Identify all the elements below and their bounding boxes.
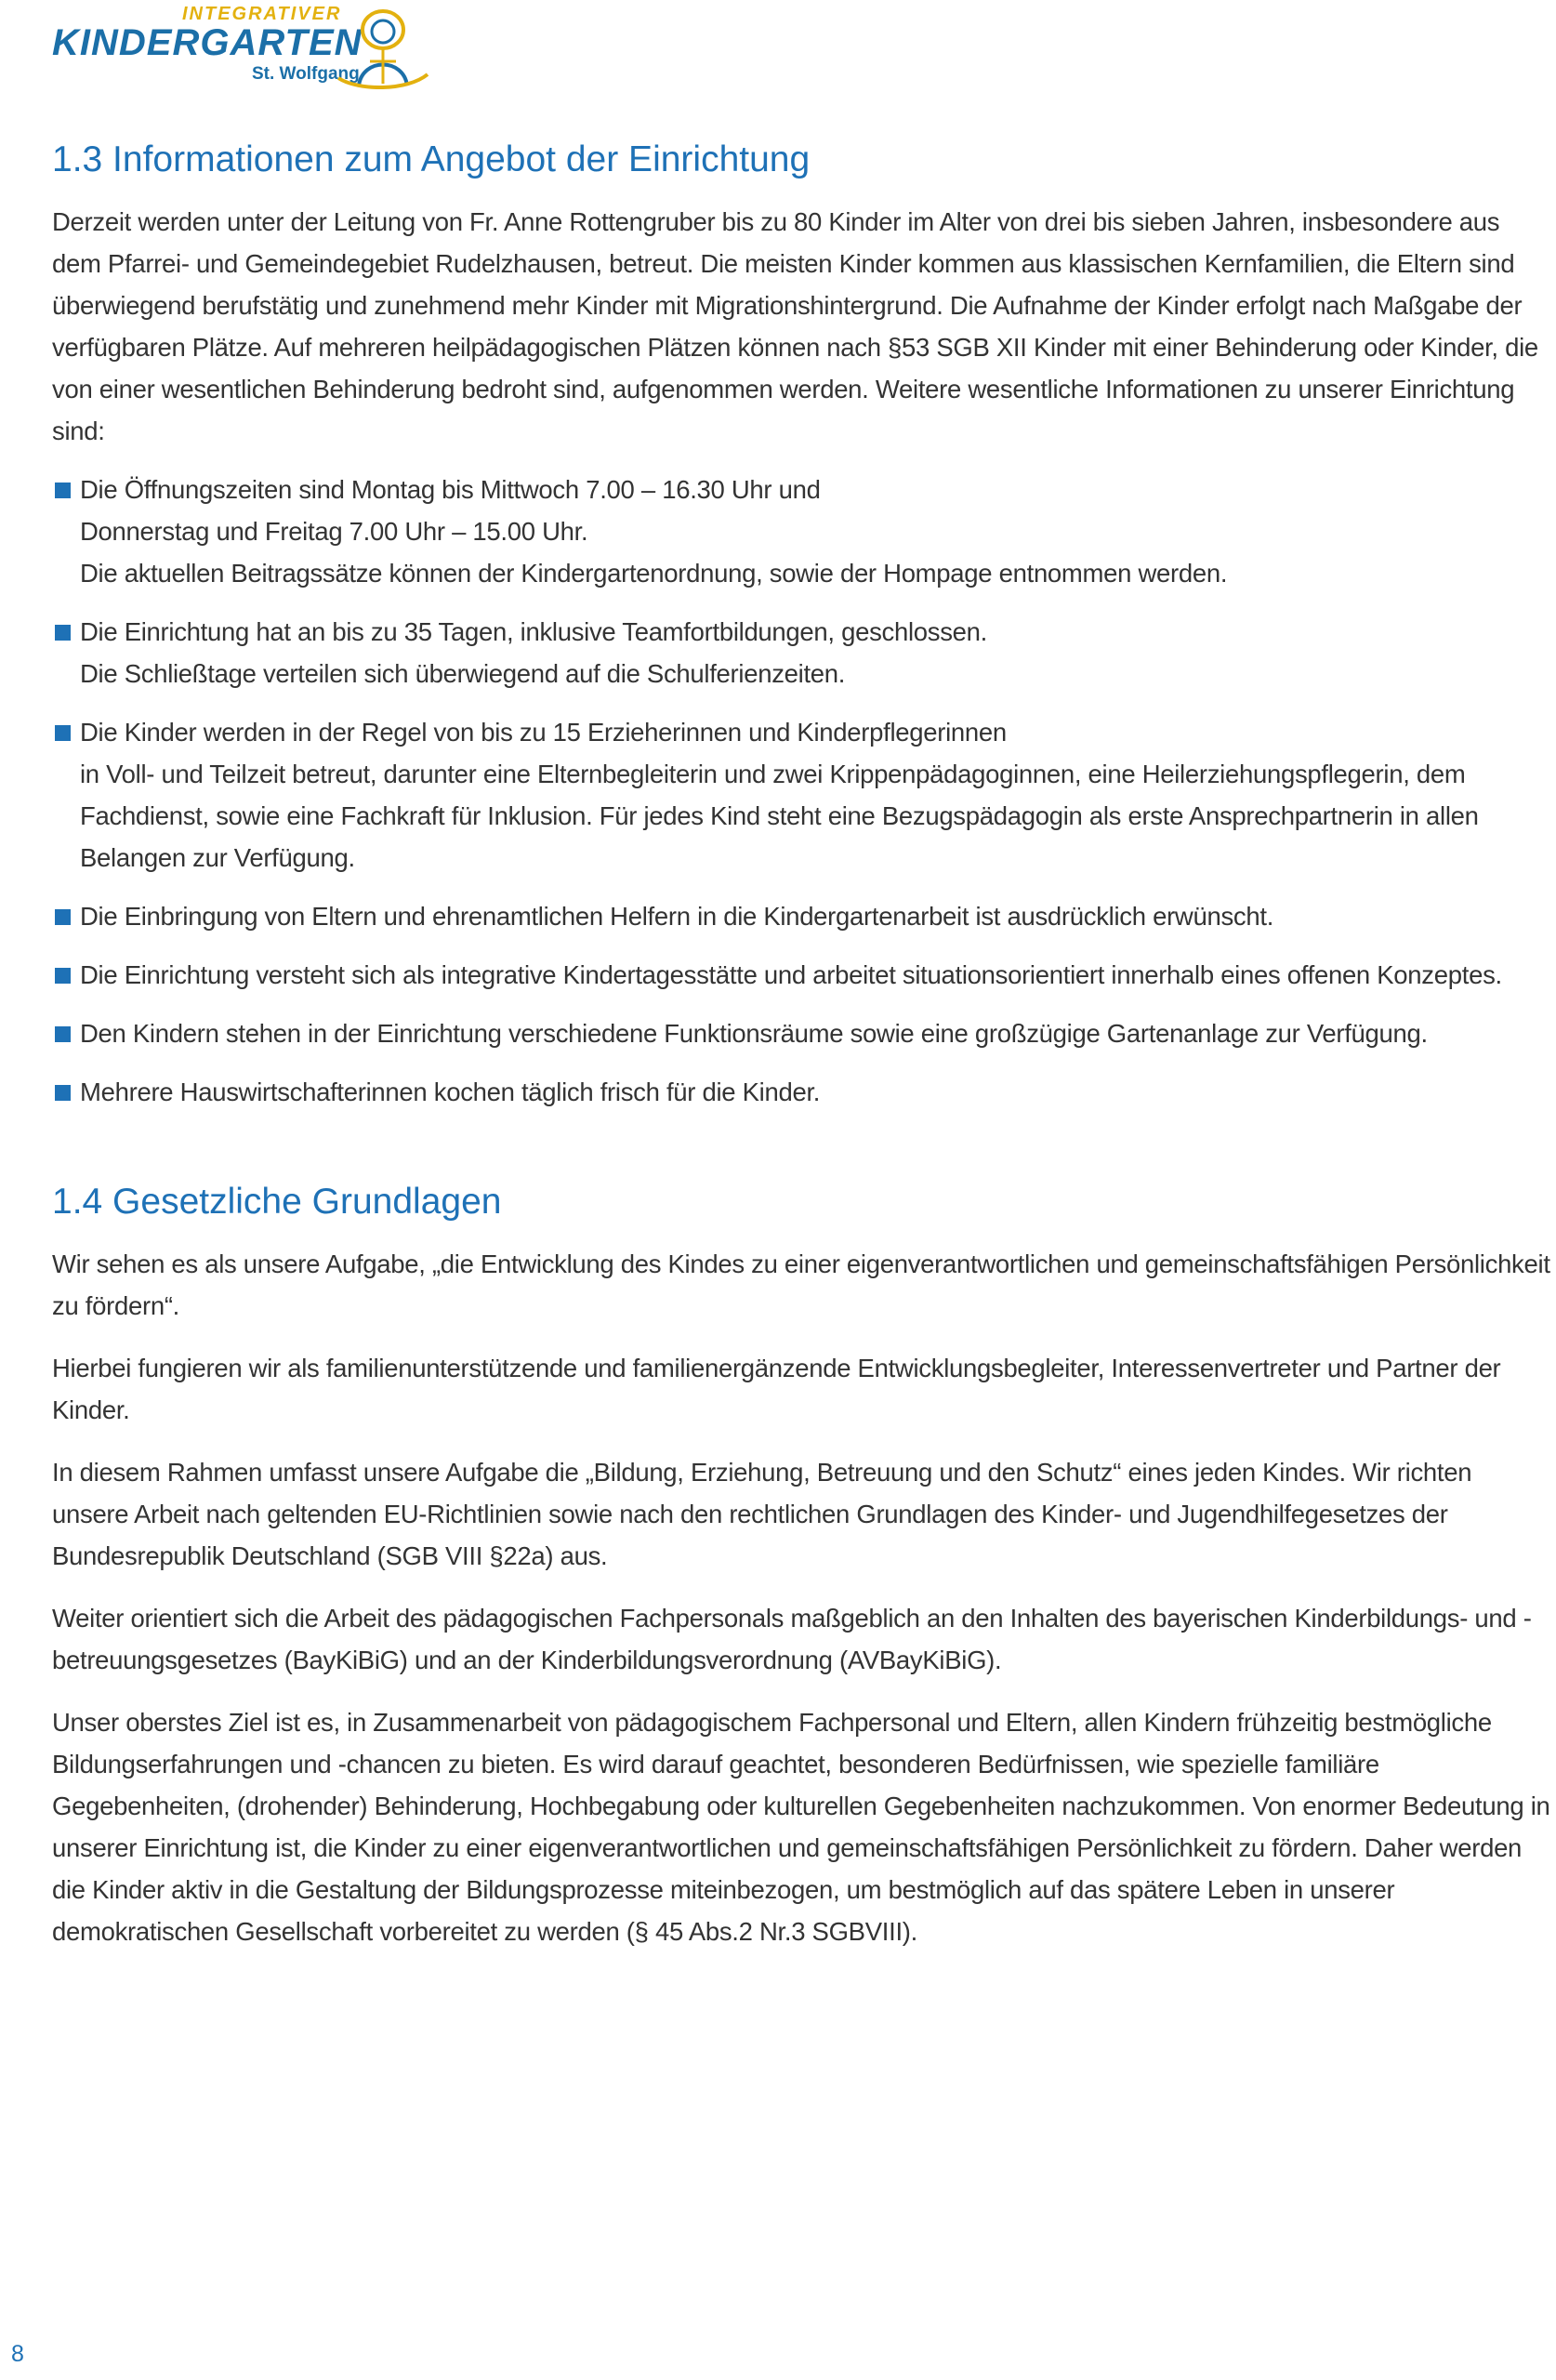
paragraph-rahmen: In diesem Rahmen umfasst unsere Aufgabe die „Bildung, Erziehung, Betreuung und den Schutz“ eines jeden Kindes. Wir richten unsere Arbeit nach geltenden EU-Richtlinien sowie nach den rechtlichen Grundlagen des Kinder- und Jugendhilfegesetzes der Bundesrepublik Deutschland (SGB VIII §22a) aus. xyxy=(52,1458,1472,1570)
logo-line-integrativer: INTEGRATIVER xyxy=(182,4,342,24)
facility-info-list xyxy=(52,469,1554,1113)
list-item-staff xyxy=(52,711,1554,879)
paragraph-aufgabe: Wir sehen es als unsere Aufgabe, „die Entwicklung des Kindes zu einer eigenverantwortlichen und gemeinschaftsfähigen Persönlichkeit zu fördern“. xyxy=(52,1250,1550,1320)
list-item-line: Die Einrichtung versteht sich als integrative Kindertagesstätte und arbeitet situationsorientiert innerhalb eines offenen Konzeptes. xyxy=(80,960,1502,989)
paragraph-begleiter: Hierbei fungieren wir als familienunterstützende und familienergänzende Entwicklungsbegleiter, Interessenvertreter und Partner der Kinder. xyxy=(52,1354,1501,1424)
list-item-rooms xyxy=(52,1012,1554,1054)
bullet-square-icon xyxy=(55,1085,71,1101)
paragraph-baykibig: Weiter orientiert sich die Arbeit des pädagogischen Fachpersonals maßgeblich an den Inhalten des bayerischen Kinderbildungs- und -betreuungsgesetzes (BayKiBiG) und an der Kinderbildungsverordnung (AVBayKiBiG). xyxy=(52,1604,1532,1674)
logo-line-kindergarten: KINDERGARTEN xyxy=(52,22,363,63)
saint-figure-icon xyxy=(331,6,433,89)
list-item-line: Die Schließtage verteilen sich überwiegend auf die Schulferienzeiten. xyxy=(80,659,846,688)
paragraph-ziel: Unser oberstes Ziel ist es, in Zusammenarbeit von pädagogischem Fachpersonal und Eltern, allen Kindern frühzeitig bestmögliche Bildungserfahrungen und -chancen zu bieten. Es wird darauf geachtet, besonderen Bedürfnissen, wie spezielle familiäre Gegebenheiten, (drohender) Behinderung, Hochbegabung oder kulturellen Gegebenheiten nachzukommen. Von enormer Bedeutung in unserer Einrichtung ist, die Kinder zu einer eigenverantwortlichen und gemeinschaftsfähigen Persönlichkeit zu fördern. Daher werden die Kinder aktiv in die Gestaltung der Bildungsprozesse miteinbezogen, um bestmöglich auf das spätere Leben in unserer demokratischen Gesellschaft vorbereitet zu werden (§ 45 Abs.2 Nr.3 SGBVIII). xyxy=(52,1708,1550,1946)
bullet-square-icon xyxy=(55,625,71,641)
page-number: 8 xyxy=(11,2341,24,2367)
bullet-square-icon xyxy=(55,909,71,925)
section-heading-grundlagen: 1.4 Gesetzliche Grundlagen xyxy=(52,1182,502,1222)
list-item-concept xyxy=(52,954,1554,996)
list-item-line: Mehrere Hauswirtschafterinnen kochen täglich frisch für die Kinder. xyxy=(80,1078,821,1106)
list-item-line: Die Einrichtung hat an bis zu 35 Tagen, inklusive Teamfortbildungen, geschlossen. xyxy=(80,617,988,646)
list-item-line: in Voll- und Teilzeit betreut, darunter eine Elternbegleiterin und zwei Krippenpädagoginnen, eine Heilerziehungspflegerin, dem Fachdienst, sowie eine Fachkraft für Inklusion. Für jedes Kind steht eine Bezugspädagogin als erste Ansprechpartnerin in allen Belangen zur Verfügung. xyxy=(80,760,1479,872)
bullet-square-icon xyxy=(55,483,71,498)
list-item-line: Die Einbringung von Eltern und ehrenamtlichen Helfern in die Kindergartenarbeit ist ausdrücklich erwünscht. xyxy=(80,902,1274,931)
list-item-line: Den Kindern stehen in der Einrichtung verschiedene Funktionsräume sowie eine großzügige Gartenanlage zur Verfügung. xyxy=(80,1019,1428,1048)
bullet-square-icon xyxy=(55,1026,71,1042)
bullet-square-icon xyxy=(55,968,71,984)
list-item-line: Die aktuellen Beitragssätze können der Kindergartenordnung, sowie der Hompage entnommen werden. xyxy=(80,559,1228,588)
bullet-square-icon xyxy=(55,725,71,741)
list-item-closing-days xyxy=(52,611,1554,694)
kindergarten-logo xyxy=(52,2,405,97)
section-heading-angebot: 1.3 Informationen zum Angebot der Einrichtung xyxy=(52,139,811,179)
list-item-line: Die Kinder werden in der Regel von bis zu 15 Erzieherinnen und Kinderpflegerinnen xyxy=(80,718,1007,747)
intro-paragraph: Derzeit werden unter der Leitung von Fr. Anne Rottengruber bis zu 80 Kinder im Alter von drei bis sieben Jahren, insbesondere aus dem Pfarrei- und Gemeindegebiet Rudelzhausen, betreut. Die meisten Kinder kommen aus klassischen Kernfamilien, die Eltern sind überwiegend berufstätig und zunehmend mehr Kinder mit Migrationshintergrund. Die Aufnahme der Kinder erfolgt nach Maßgabe der verfügbaren Plätze. Auf mehreren heilpädagogischen Plätzen können nach §53 SGB XII Kinder mit einer Behinderung oder Kinder, die von einer wesentlichen Behinderung bedroht sind, aufgenommen werden. Weitere wesentliche Informationen zu unserer Einrichtung sind: xyxy=(52,207,1538,445)
logo-line-st-wolfgang: St. Wolfgang xyxy=(252,64,360,84)
list-item-kitchen xyxy=(52,1071,1554,1113)
page-content xyxy=(52,138,1554,1973)
list-item-parents xyxy=(52,895,1554,937)
list-item-line: Donnerstag und Freitag 7.00 Uhr – 15.00 Uhr. xyxy=(80,517,588,546)
list-item-line: Die Öffnungszeiten sind Montag bis Mittwoch 7.00 – 16.30 Uhr und xyxy=(80,475,821,504)
list-item-opening-hours xyxy=(52,469,1554,594)
